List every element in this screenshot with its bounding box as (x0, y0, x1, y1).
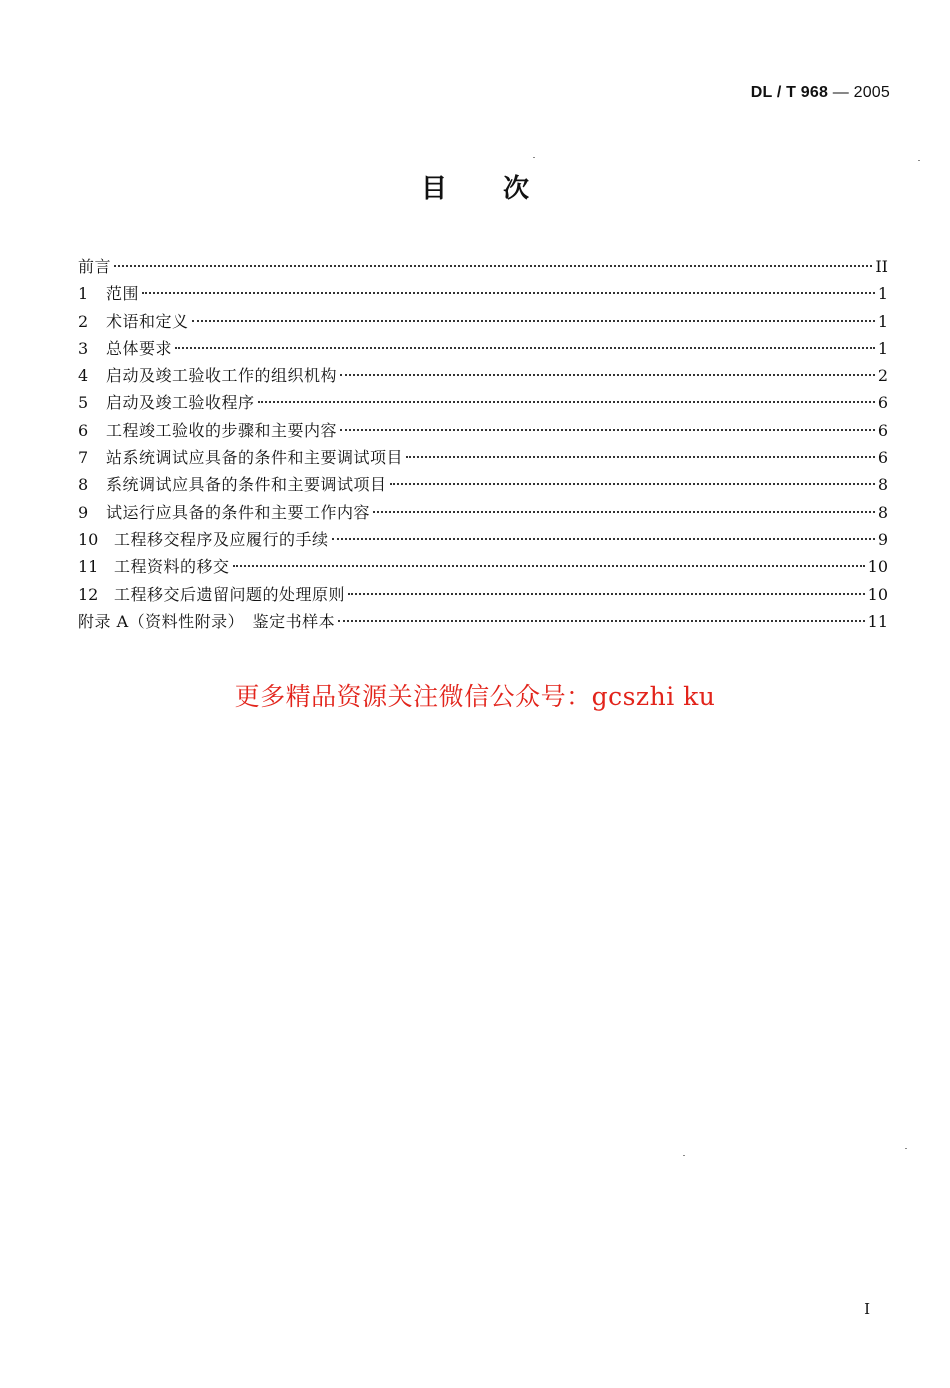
toc-entry[interactable] (78, 280, 888, 307)
toc-entry[interactable] (78, 389, 888, 416)
toc-leader-dots (338, 620, 864, 622)
toc-entry-number: 1 (78, 284, 89, 304)
toc-entry-page: 1 (877, 338, 888, 358)
toc-entry[interactable] (78, 581, 888, 608)
toc-entry-page: 6 (877, 448, 888, 468)
toc-entry-page: 1 (877, 311, 888, 331)
toc-entry-number: 11 (78, 557, 99, 577)
toc-entry-text: 启动及竣工验收工作的组织机构 (106, 366, 338, 386)
scan-speck (905, 1148, 907, 1149)
toc-leader-dots (348, 593, 865, 595)
toc-leader-dots (406, 456, 875, 458)
toc-entry-page: 1 (877, 284, 888, 304)
toc-entry-text: 试运行应具备的条件和主要工作内容 (106, 502, 371, 522)
toc-entry-text: 工程移交后遗留问题的处理原则 (114, 584, 346, 604)
toc-entry-number: 9 (78, 502, 89, 522)
page-number: I (864, 1300, 870, 1318)
toc-entry-page: 8 (877, 475, 888, 495)
toc-entry-text: 附录 A（资料性附录） 鉴定书样本 (78, 611, 336, 631)
toc-leader-dots (142, 292, 875, 294)
toc-leader-dots (175, 347, 875, 349)
toc-leader-dots (373, 511, 875, 513)
toc-leader-dots (340, 374, 875, 376)
toc-entry-text: 工程竣工验收的步骤和主要内容 (106, 420, 338, 440)
scan-speck (918, 160, 920, 161)
toc-entry-text: 工程资料的移交 (114, 557, 230, 577)
toc-leader-dots (390, 483, 875, 485)
toc-entry-page: 9 (877, 529, 888, 549)
toc-entry[interactable] (78, 308, 888, 335)
document-code (751, 84, 890, 102)
toc-entry[interactable] (78, 417, 888, 444)
toc-entry[interactable] (78, 444, 888, 471)
toc-entry-number: 3 (78, 338, 89, 358)
toc-entry-number: 2 (78, 311, 89, 331)
toc-entry-page: 10 (867, 584, 888, 604)
toc-entry-number: 12 (78, 584, 99, 604)
toc-entry[interactable] (78, 253, 888, 280)
page-title: 目次 (420, 174, 585, 204)
toc-entry-appendix[interactable] (78, 608, 888, 635)
toc-entry-number: 10 (78, 529, 99, 549)
toc-entry-text: 总体要求 (106, 338, 173, 358)
toc-leader-dots (340, 429, 875, 431)
toc-leader-dots (233, 565, 865, 567)
toc-entry-text: 术语和定义 (106, 311, 189, 331)
toc-entry-text: 工程移交程序及应履行的手续 (114, 529, 329, 549)
toc-leader-dots (332, 538, 875, 540)
toc-entry-page: 6 (877, 420, 888, 440)
toc-entry-number: 4 (78, 366, 89, 386)
toc-entry-number: 6 (78, 420, 89, 440)
document-code-number: DL / T 968 (750, 84, 829, 101)
toc-entry-number: 5 (78, 393, 89, 413)
toc-leader-dots (192, 320, 875, 322)
toc-entry[interactable] (78, 471, 888, 498)
toc-entry-page: II (875, 257, 888, 276)
toc-entry-text: 站系统调试应具备的条件和主要调试项目 (106, 448, 404, 468)
toc-entry[interactable] (78, 335, 888, 362)
toc-entry-page: 6 (877, 393, 888, 413)
toc-entry-page: 10 (867, 557, 888, 577)
toc-entry-page: 11 (867, 611, 888, 631)
document-code-year: — 2005 (832, 84, 890, 101)
toc-leader-dots (114, 265, 872, 267)
toc-entry[interactable] (78, 362, 888, 389)
toc-entry-number: 7 (78, 448, 89, 468)
toc-entry-text: 系统调试应具备的条件和主要调试项目 (106, 475, 387, 495)
toc-entry-page: 2 (877, 366, 888, 386)
toc-entry-page: 8 (877, 502, 888, 522)
toc-entry-text: 启动及竣工验收程序 (106, 393, 255, 413)
toc-entry-number: 8 (78, 475, 89, 495)
toc-entry-text: 范围 (106, 284, 140, 304)
scan-speck (533, 157, 535, 158)
toc-entry[interactable] (78, 499, 888, 526)
toc-entry[interactable] (78, 553, 888, 580)
scan-speck (683, 1155, 685, 1156)
toc-entry[interactable] (78, 526, 888, 553)
table-of-contents (78, 253, 888, 635)
toc-entry-text: 前言 (78, 257, 112, 276)
toc-leader-dots (258, 401, 875, 403)
promo-banner-text: 更多精品资源关注微信公众号：gcszhi ku (234, 682, 716, 711)
